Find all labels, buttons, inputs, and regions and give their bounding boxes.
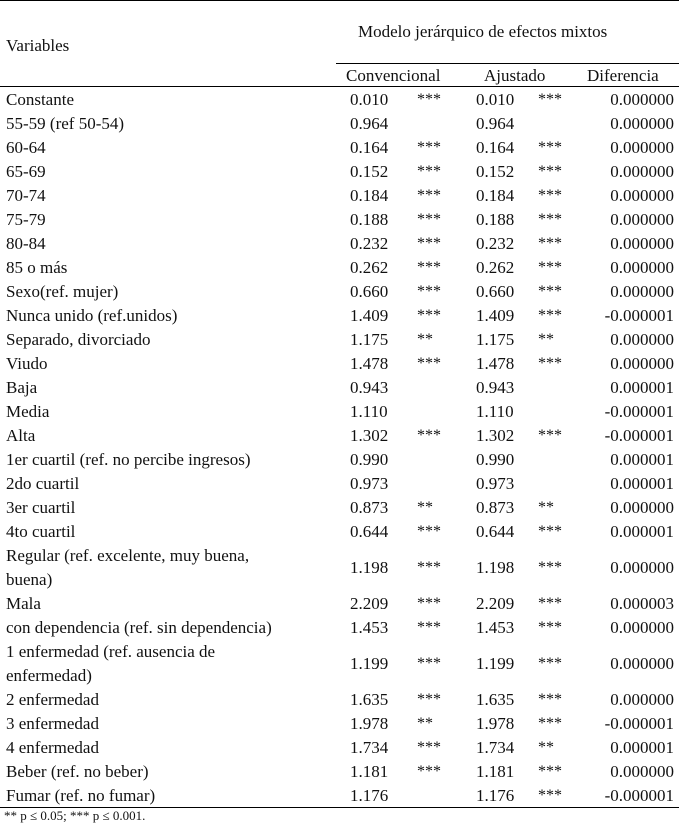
cell-diferencia: 0.000000 (610, 618, 674, 637)
row-label: 1 enfermedad (ref. ausencia de (6, 642, 216, 661)
row-label: Beber (ref. no beber) (6, 762, 149, 781)
row-label: con dependencia (ref. sin dependencia) (6, 618, 272, 637)
sig-ajustado: *** (538, 655, 562, 672)
cell-diferencia: -0.000001 (604, 714, 674, 733)
sig-ajustado: *** (538, 91, 562, 108)
sig-ajustado: *** (538, 427, 562, 444)
sig-ajustado: *** (538, 787, 562, 804)
sig-convencional: *** (417, 559, 441, 576)
sig-ajustado: *** (538, 259, 562, 276)
cell-diferencia: 0.000000 (610, 498, 674, 517)
cell-ajustado: 1.453 (476, 618, 515, 637)
sig-ajustado: *** (538, 559, 562, 576)
cell-convencional: 0.873 (350, 498, 389, 517)
cell-ajustado: 0.188 (476, 210, 515, 229)
cell-ajustado: 0.184 (476, 186, 515, 205)
sig-convencional: *** (417, 91, 441, 108)
cell-diferencia: 0.000003 (610, 594, 674, 613)
row-label: 55-59 (ref 50-54) (6, 114, 125, 133)
cell-convencional: 2.209 (350, 594, 389, 613)
cell-ajustado: 0.152 (476, 162, 515, 181)
cell-ajustado: 0.164 (476, 138, 515, 157)
sig-ajustado: *** (538, 715, 562, 732)
row-label: 85 o más (6, 258, 68, 277)
row-label: 3 enfermedad (6, 714, 99, 733)
row-label: Baja (6, 378, 38, 397)
cell-ajustado: 1.198 (476, 558, 515, 577)
sig-convencional: *** (417, 691, 441, 708)
sig-ajustado: *** (538, 619, 562, 636)
sig-ajustado: *** (538, 163, 562, 180)
cell-convencional: 0.964 (350, 114, 389, 133)
cell-ajustado: 0.010 (476, 90, 515, 109)
cell-ajustado: 0.232 (476, 234, 515, 253)
cell-diferencia: 0.000000 (610, 282, 674, 301)
cell-ajustado: 1.978 (476, 714, 515, 733)
cell-diferencia: 0.000001 (610, 738, 674, 757)
sig-convencional: *** (417, 187, 441, 204)
sig-ajustado: ** (538, 739, 554, 756)
sig-convencional: *** (417, 739, 441, 756)
cell-ajustado: 1.110 (476, 402, 514, 421)
cell-diferencia: 0.000000 (610, 354, 674, 373)
row-label: Nunca unido (ref.unidos) (6, 306, 178, 325)
cell-convencional: 1.110 (350, 402, 388, 421)
cell-diferencia: 0.000001 (610, 378, 674, 397)
cell-diferencia: 0.000000 (610, 138, 674, 157)
row-label-continued: enfermedad) (6, 666, 92, 685)
cell-ajustado: 0.660 (476, 282, 515, 301)
sig-ajustado: *** (538, 139, 562, 156)
sig-convencional: *** (417, 211, 441, 228)
cell-convencional: 0.943 (350, 378, 389, 397)
cell-ajustado: 1.175 (476, 330, 515, 349)
cell-diferencia: 0.000001 (610, 474, 674, 493)
cell-convencional: 1.734 (350, 738, 389, 757)
sig-convencional: *** (417, 355, 441, 372)
cell-convencional: 0.973 (350, 474, 389, 493)
cell-ajustado: 1.181 (476, 762, 515, 781)
variables-header: Variables (6, 36, 70, 55)
cell-convencional: 0.188 (350, 210, 389, 229)
cell-convencional: 1.478 (350, 354, 389, 373)
cell-diferencia: 0.000001 (610, 450, 674, 469)
row-label-continued: buena) (6, 570, 53, 589)
row-label: 60-64 (6, 138, 46, 157)
cell-ajustado: 2.209 (476, 594, 515, 613)
column-header-diferencia: Diferencia (587, 66, 659, 85)
sig-convencional: ** (417, 331, 433, 348)
cell-convencional: 1.409 (350, 306, 389, 325)
row-label: 3er cuartil (6, 498, 76, 517)
sig-convencional: ** (417, 499, 433, 516)
footnote: ** p ≤ 0.05; *** p ≤ 0.001. (4, 808, 146, 823)
cell-ajustado: 0.973 (476, 474, 515, 493)
cell-convencional: 1.302 (350, 426, 389, 445)
cell-ajustado: 0.943 (476, 378, 515, 397)
sig-ajustado: ** (538, 499, 554, 516)
cell-ajustado: 1.478 (476, 354, 515, 373)
cell-diferencia: 0.000001 (610, 522, 674, 541)
sig-ajustado: *** (538, 595, 562, 612)
sig-ajustado: *** (538, 355, 562, 372)
sig-convencional: *** (417, 619, 441, 636)
cell-convencional: 0.660 (350, 282, 389, 301)
sig-convencional: *** (417, 163, 441, 180)
cell-diferencia: 0.000000 (610, 558, 674, 577)
cell-convencional: 0.164 (350, 138, 389, 157)
cell-convencional: 1.199 (350, 654, 389, 673)
cell-ajustado: 0.990 (476, 450, 515, 469)
cell-diferencia: 0.000000 (610, 90, 674, 109)
cell-ajustado: 1.409 (476, 306, 515, 325)
sig-ajustado: *** (538, 187, 562, 204)
cell-ajustado: 1.176 (476, 786, 515, 805)
cell-convencional: 1.176 (350, 786, 389, 805)
cell-diferencia: 0.000000 (610, 654, 674, 673)
cell-ajustado: 1.635 (476, 690, 515, 709)
sig-ajustado: *** (538, 523, 562, 540)
cell-convencional: 1.181 (350, 762, 389, 781)
row-label: Separado, divorciado (6, 330, 151, 349)
row-label: Media (6, 402, 50, 421)
cell-convencional: 1.198 (350, 558, 389, 577)
column-header-ajustado: Ajustado (484, 66, 546, 85)
cell-diferencia: 0.000000 (610, 330, 674, 349)
cell-convencional: 1.978 (350, 714, 389, 733)
cell-diferencia: 0.000000 (610, 186, 674, 205)
cell-diferencia: 0.000000 (610, 690, 674, 709)
sig-convencional: *** (417, 595, 441, 612)
cell-convencional: 0.184 (350, 186, 389, 205)
cell-ajustado: 0.964 (476, 114, 515, 133)
column-header-convencional: Convencional (346, 66, 441, 85)
row-label: 1er cuartil (ref. no percibe ingresos) (6, 450, 251, 469)
row-label: Constante (6, 90, 74, 109)
cell-diferencia: -0.000001 (604, 786, 674, 805)
cell-diferencia: 0.000000 (610, 234, 674, 253)
sig-convencional: *** (417, 307, 441, 324)
sig-ajustado: *** (538, 283, 562, 300)
cell-convencional: 0.262 (350, 258, 389, 277)
row-label: 4 enfermedad (6, 738, 99, 757)
cell-convencional: 0.644 (350, 522, 389, 541)
cell-diferencia: -0.000001 (604, 306, 674, 325)
sig-convencional: *** (417, 259, 441, 276)
cell-ajustado: 0.262 (476, 258, 515, 277)
row-label: Sexo(ref. mujer) (6, 282, 119, 301)
sig-convencional: *** (417, 763, 441, 780)
cell-convencional: 0.152 (350, 162, 389, 181)
sig-ajustado: *** (538, 235, 562, 252)
cell-ajustado: 1.734 (476, 738, 515, 757)
cell-diferencia: 0.000000 (610, 258, 674, 277)
cell-ajustado: 1.199 (476, 654, 515, 673)
row-label: Fumar (ref. no fumar) (6, 786, 156, 805)
sig-convencional: *** (417, 235, 441, 252)
sig-ajustado: ** (538, 331, 554, 348)
cell-ajustado: 0.644 (476, 522, 515, 541)
cell-convencional: 1.635 (350, 690, 389, 709)
sig-ajustado: *** (538, 211, 562, 228)
cell-convencional: 0.990 (350, 450, 389, 469)
sig-convencional: *** (417, 655, 441, 672)
sig-convencional: *** (417, 427, 441, 444)
sig-convencional: *** (417, 283, 441, 300)
cell-convencional: 0.232 (350, 234, 389, 253)
header-bottom-rule (0, 86, 679, 87)
sig-convencional: ** (417, 715, 433, 732)
row-label: Mala (6, 594, 41, 613)
cell-convencional: 0.010 (350, 90, 389, 109)
cell-convencional: 1.453 (350, 618, 389, 637)
cell-diferencia: 0.000000 (610, 162, 674, 181)
row-label: 70-74 (6, 186, 46, 205)
model-title: Modelo jerárquico de efectos mixtos (358, 22, 608, 41)
table-top-rule (0, 0, 679, 1)
row-label: Alta (6, 426, 36, 445)
sig-convencional: *** (417, 139, 441, 156)
sig-ajustado: *** (538, 691, 562, 708)
row-label: Regular (ref. excelente, muy buena, (6, 546, 250, 565)
cell-diferencia: 0.000000 (610, 210, 674, 229)
row-label: 80-84 (6, 234, 46, 253)
cell-ajustado: 1.302 (476, 426, 515, 445)
cell-diferencia: -0.000001 (604, 426, 674, 445)
cell-diferencia: 0.000000 (610, 762, 674, 781)
cell-diferencia: -0.000001 (604, 402, 674, 421)
cell-convencional: 1.175 (350, 330, 389, 349)
sig-convencional: *** (417, 523, 441, 540)
sig-ajustado: *** (538, 763, 562, 780)
cell-ajustado: 0.873 (476, 498, 515, 517)
row-label: 4to cuartil (6, 522, 76, 541)
row-label: Viudo (6, 354, 48, 373)
row-label: 2 enfermedad (6, 690, 99, 709)
row-label: 2do cuartil (6, 474, 80, 493)
cell-diferencia: 0.000000 (610, 114, 674, 133)
row-label: 75-79 (6, 210, 46, 229)
sig-ajustado: *** (538, 307, 562, 324)
row-label: 65-69 (6, 162, 46, 181)
